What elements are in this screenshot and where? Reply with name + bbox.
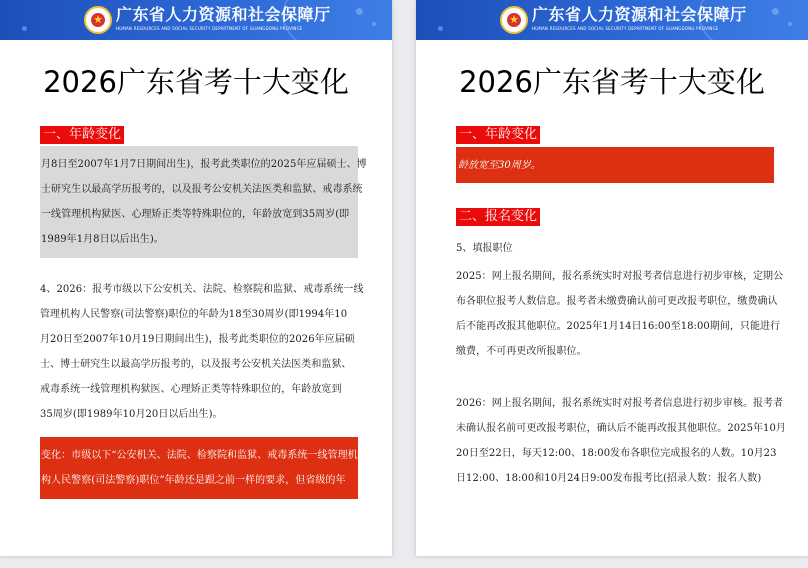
emblem-icon	[500, 6, 528, 34]
text-line: 未确认报名前可更改报考职位，确认后不能再改报其他职位。2025年10月	[456, 423, 786, 434]
text-line: 管理机构人民警察(司法警察)职位的年龄为18至30周岁(即1994年10	[40, 309, 348, 320]
text-line: 布各职位报考人数信息。报考者未缴费确认前可更改报考职位，缴费确认	[456, 296, 778, 307]
text-line: 2025：网上报名期间，报名系统实时对报考者信息进行初步审核，定期公	[456, 271, 784, 282]
text-line: 1989年1月8日以后出生)。	[41, 234, 164, 245]
banner-decoration	[356, 8, 363, 15]
emblem-icon	[84, 6, 112, 34]
paragraph-2026-registration	[456, 391, 786, 491]
text-line: 35周岁(即1989年10月20日以后出生)。	[40, 409, 223, 420]
change-note-box	[456, 147, 774, 183]
section-heading-age: 一、年龄变化	[456, 126, 540, 144]
banner-decoration	[772, 8, 779, 15]
text-line: 龄放宽至30周岁。	[458, 160, 541, 171]
document-page-left	[0, 0, 392, 556]
banner-subtitle: HUMAN RESOURCES AND SOCIAL SECURITY DEPARTMENT OF GUANGDONG PROVINCE	[116, 26, 303, 31]
text-line: 4、2026：报考市级以下公安机关、法院、检察院和监狱、戒毒系统一线	[40, 284, 364, 295]
document-page-right	[416, 0, 808, 556]
banner-subtitle: HUMAN RESOURCES AND SOCIAL SECURITY DEPARTMENT OF GUANGDONG PROVINCE	[532, 26, 719, 31]
paragraph-2026-age	[40, 277, 364, 427]
text-line: 缴费，不可再更改所报职位。	[456, 346, 587, 357]
text-line: 后不能再改报其他职位。2025年1月14日16:00至18:00期间，只能进行	[456, 321, 781, 332]
text-line: 日12:00、18:00和10月24日9:00发布报考比(招录人数：报名人数)	[456, 473, 762, 484]
text-line: 2026：网上报名期间，报名系统实时对报考者信息进行初步审核。报考者	[456, 398, 784, 409]
header-banner	[0, 0, 392, 40]
text-line: 月20日至2007年10月19日期间出生)，报考此类职位的2026年应届硕	[40, 334, 355, 345]
highlighted-paragraph	[40, 146, 367, 258]
text-line: 一线管理机构狱医、心理矫正类等特殊职位的，年龄放宽到35周岁(即	[41, 209, 350, 220]
text-line: 士、博士研究生以最高学历报考的，以及报考公安机关法医类和监狱、	[40, 359, 352, 370]
banner-decoration	[22, 26, 27, 31]
section-heading-age: 一、年龄变化	[40, 126, 124, 144]
text-line: 构人民警察(司法警察)职位”年龄还是跟之前一样的要求，但省级的年	[41, 475, 346, 486]
banner-title: 广东省人力资源和社会保障厅	[532, 5, 747, 24]
text-line: 20日至22日，每天12:00、18:00发布各职位完成报名的人数。10月23	[456, 448, 777, 459]
banner-title: 广东省人力资源和社会保障厅	[116, 5, 331, 24]
change-note-box	[40, 437, 358, 499]
list-item	[456, 236, 774, 261]
paragraph-2025-registration	[456, 264, 786, 364]
text-line: 戒毒系统一线管理机构狱医、心理矫正类等特殊职位的，年龄放宽到	[40, 384, 342, 395]
text-line: 月8日至2007年1月7日期间出生)，报考此类职位的2025年应届硕士、博	[41, 159, 367, 170]
text-line: 士研究生以最高学历报考的，以及报考公安机关法医类和监狱、戒毒系统	[41, 184, 363, 195]
document-title: 2026广东省考十大变化	[459, 65, 765, 99]
banner-decoration	[438, 26, 443, 31]
text-line: 变化：市级以下“公安机关、法院、检察院和监狱、戒毒系统一线管理机	[41, 450, 358, 461]
section-heading-registration: 二、报名变化	[456, 208, 540, 226]
banner-decoration	[372, 22, 376, 26]
banner-decoration	[788, 22, 792, 26]
document-title: 2026广东省考十大变化	[43, 65, 349, 99]
text-line: 5、填报职位	[456, 243, 513, 254]
header-banner	[416, 0, 808, 40]
